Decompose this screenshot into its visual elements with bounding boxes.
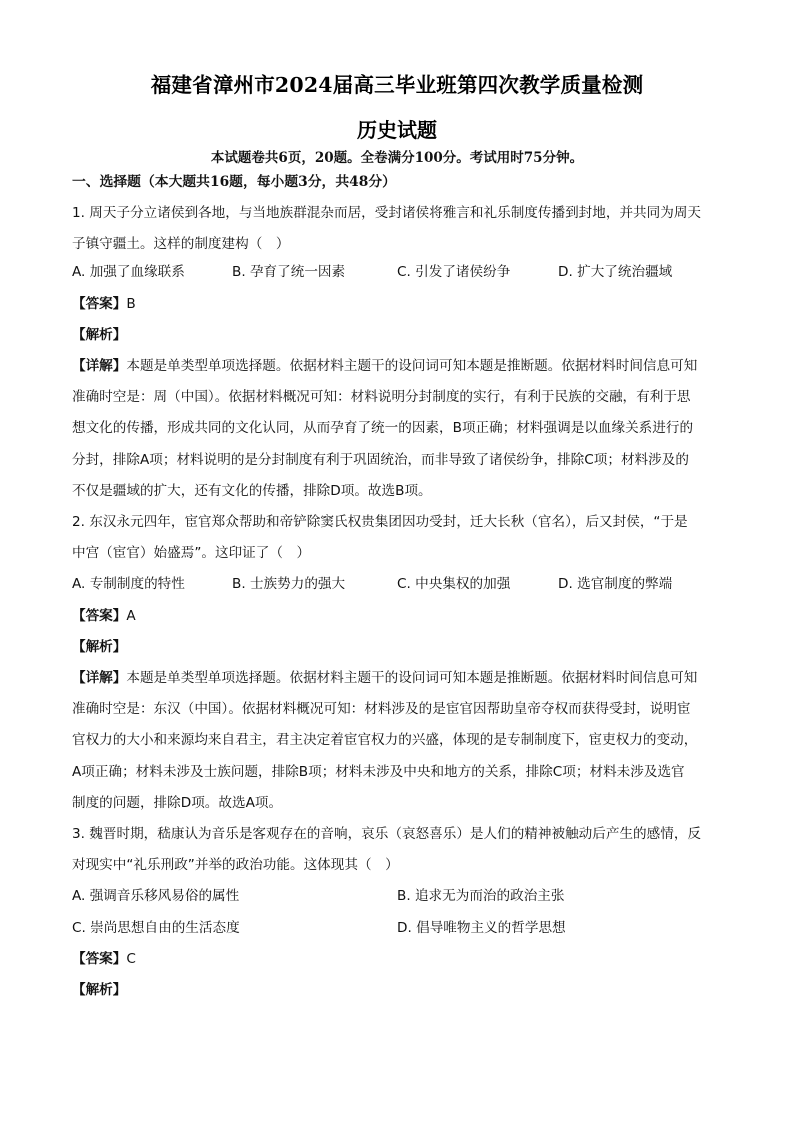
q1-detail-text-1: 本题是单类型单项选择题。依据材料主题干的设问词可知本题是推断题。依据材料时间信息可知 <box>126 358 698 374</box>
q1-option-a: A. 加强了血缘联系 <box>72 264 185 280</box>
q1-stem-line-1: 1. 周天子分立诸侯到各地，与当地族群混杂而居，受封诸侯将雅言和礼乐制度传播到封地，并共同为周天 <box>72 205 702 221</box>
detail-label: 【详解】 <box>72 358 127 374</box>
q2-stem-line-1: 2. 东汉永元四年，宦官郑众帮助和帝铲除窦氏权贵集团因功受封，迁大长秋（官名），后又封侯，“于是 <box>72 514 688 530</box>
q2-option-a: A. 专制制度的特性 <box>72 576 185 592</box>
q3-stem-line-2: 对现实中“礼乐刑政”并举的政治功能。这体现其（ ） <box>72 857 399 873</box>
q1-detail-line-2: 准确时空是：周（中国）。依据材料概况可知：材料说明分封制度的实行，有利于民族的交融，有利于思 <box>72 389 691 405</box>
q3-answer-value: C <box>126 951 136 967</box>
q3-analysis <box>72 980 724 1000</box>
q2-analysis <box>72 637 724 657</box>
detail-label: 【详解】 <box>72 670 127 686</box>
q2-answer <box>72 606 724 626</box>
q3-answer <box>72 949 724 969</box>
exam-subtitle: 历史试题 <box>357 118 437 142</box>
q1-answer-value: B <box>126 296 136 312</box>
exam-title: 福建省漳州市2024届高三毕业班第四次教学质量检测 <box>150 73 644 97</box>
q1-stem-line-2: 子镇守疆土。这样的制度建构（ ） <box>72 236 290 252</box>
analysis-label: 【解析】 <box>72 639 127 655</box>
q1-option-b: B. 孕育了统一因素 <box>232 264 346 280</box>
q1-detail-line-1 <box>72 356 724 376</box>
q3-stem-line-1: 3. 魏晋时期，嵇康认为音乐是客观存在的音响，哀乐（哀怒喜乐）是人们的精神被触动后产生的感情，反 <box>72 826 702 842</box>
q1-detail-line-4: 分封，排除A项；材料说明的是分封制度有利于巩固统治，而非导致了诸侯纷争，排除C项；材料涉及的 <box>72 452 689 468</box>
q3-option-c: C. 崇尚思想自由的生活态度 <box>72 920 240 936</box>
q2-detail-line-4: A项正确；材料未涉及士族问题，排除B项；材料未涉及中央和地方的关系，排除C项；材料未涉及选官 <box>72 764 685 780</box>
q1-detail-line-3: 想文化的传播，形成共同的文化认同，从而孕育了统一的因素，B项正确；材料强调是以血缘关系进行的 <box>72 420 694 436</box>
answer-label: 【答案】 <box>72 608 127 624</box>
q2-detail-line-3: 官权力的大小和来源均来自君主，君主决定着宦官权力的兴盛，体现的是专制制度下，宦吏权力的变动， <box>72 732 698 748</box>
q2-detail-text-1: 本题是单类型单项选择题。依据材料主题干的设问词可知本题是推断题。依据材料时间信息可知 <box>126 670 698 686</box>
q3-option-d: D. 倡导唯物主义的哲学思想 <box>397 920 566 936</box>
analysis-label: 【解析】 <box>72 327 127 343</box>
q1-option-c: C. 引发了诸侯纷争 <box>397 264 511 280</box>
q1-analysis <box>72 325 724 345</box>
analysis-label: 【解析】 <box>72 982 127 998</box>
q2-detail-line-5: 制度的问题，排除D项。故选A项。 <box>72 795 283 811</box>
q1-answer <box>72 294 724 314</box>
q1-option-d: D. 扩大了统治疆域 <box>558 264 673 280</box>
exam-info: 本试题卷共6页，20题。全卷满分100分。考试用时75分钟。 <box>210 150 584 166</box>
q3-option-a: A. 强调音乐移风易俗的属性 <box>72 888 240 904</box>
q2-option-b: B. 士族势力的强大 <box>232 576 346 592</box>
q2-detail-line-1 <box>72 668 724 688</box>
q2-stem-line-2: 中宫（宦官）始盛焉”。这印证了（ ） <box>72 545 311 561</box>
q2-detail-line-2: 准确时空是：东汉（中国）。依据材料概况可知：材料涉及的是宦官因帮助皇帝夺权而获得受封，说明宦 <box>72 701 691 717</box>
q1-detail-line-5: 不仅是疆域的扩大，还有文化的传播，排除D项。故选B项。 <box>72 483 432 499</box>
q3-option-b: B. 追求无为而治的政治主张 <box>397 888 565 904</box>
q2-option-c: C. 中央集权的加强 <box>397 576 511 592</box>
answer-label: 【答案】 <box>72 951 127 967</box>
section-title: 一、选择题（本大题共16题，每小题3分，共48分） <box>72 174 396 190</box>
answer-label: 【答案】 <box>72 296 127 312</box>
q2-answer-value: A <box>126 608 136 624</box>
q2-option-d: D. 选官制度的弊端 <box>558 576 673 592</box>
